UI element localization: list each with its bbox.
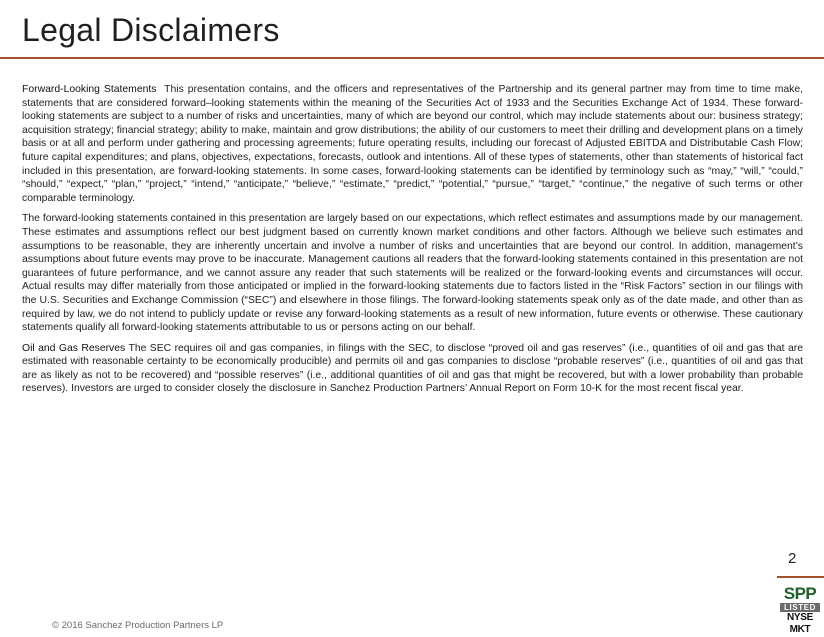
reserves-heading: Oil and Gas Reserves [22, 342, 126, 354]
page-number: 2 [788, 550, 797, 567]
expectations-paragraph [22, 212, 803, 334]
logo-listed-label: LISTED [780, 603, 820, 612]
expectations-text: The forward-looking statements contained in this presentation are largely based on our expectations, which reflect estimates and assumptions made by our management. These estimates and assumptions reflect our best judgment based on currently known market conditions and other factors. Although we believe such estimates and assumptions to be reasonable, they are inherently uncertain and involve a number of risks and uncertainties that are beyond our control. In addition, management’s assumptions about future events may prove to be inaccurate. Management cautions all readers that the forward-looking statements contained in this presentation are not guarantees of future performance, and we cannot assure any reader that such statements will be realized or the forward-looking events and circumstances will occur. Actual results may differ materially from those anticipated or implied in the forward-looking statements due to factors listed in the “Risk Factors” section in our filings with the U.S. Securities and Exchange Commission (“SEC”) and elsewhere in those filings. The forward-looking statements speak only as of the date made, and other than as required by law, we do not intend to publicly update or revise any forward-looking statements as a result of new information, future events or otherwise. These cautionary statements qualify all forward-looking statements attributable to us or persons acting on our behalf. [22, 213, 803, 334]
reserves-paragraph [22, 342, 803, 396]
logo-exchange: NYSE MKT [786, 612, 814, 635]
spp-nyse-logo [778, 584, 822, 635]
reserves-text: The SEC requires oil and gas companies, in filings with the SEC, to disclose “proved oil and gas reserves” (i.e., quantities of oil and gas that are estimated with reasonable certainty to be economically producible) and permits oil and gas companies to disclose “probable reserves” (i.e., quantities of oil and gas that are as likely as not to be recovered) and “possible reserves” (i.e., additional quantities of oil and gas that might be recovered, but with a lower probability than probable reserves). Investors are urged to consider closely the disclosure in Sanchez Production Partners’ Annual Report on Form 10-K for the most recent fiscal year. [22, 342, 803, 395]
forward-looking-text: This presentation contains, and the officers and representatives of the Partnership and its general partner may from time to time make, statements that are considered forward–looking statements within the meaning of the Securities Act of 1933 and the Securities Exchange Act of 1934. These forward-looking statements are subject to a number of risks and uncertainties, many of which are beyond our control, which may include statements about our: business strategy; acquisition strategy; financial strategy; ability to make, maintain and grow distributions; the ability of our customers to meet their drilling and development plans on a timely basis or at all and perform under gathering and processing agreements; future operating results, including our forecast of Adjusted EBITDA and Distributable Cash Flow; future capital expenditures; and plans, objectives, expectations, forecasts, outlook and intentions. All of these types of statements, other than statements of historical fact included in this presentation, are forward-looking statements. In some cases, forward-looking statements can be identified by terminology such as “may,” “will,” “could,” “should,” “expect,” “plan,” “project,” “intend,” “anticipate,” “believe,” “estimate,” “predict,” “potential,” “pursue,” “target,” “continue,” the negative of such terms or other comparable terminology. [22, 84, 803, 204]
page-title: Legal Disclaimers [22, 12, 280, 48]
forward-looking-paragraph [22, 83, 803, 205]
title-divider [0, 57, 824, 59]
logo-ticker: SPP [783, 584, 817, 603]
disclaimer-body [22, 83, 803, 403]
copyright-footer: © 2016 Sanchez Production Partners LP [52, 620, 224, 631]
logo-divider [777, 576, 824, 578]
forward-looking-heading: Forward-Looking Statements [22, 84, 157, 95]
